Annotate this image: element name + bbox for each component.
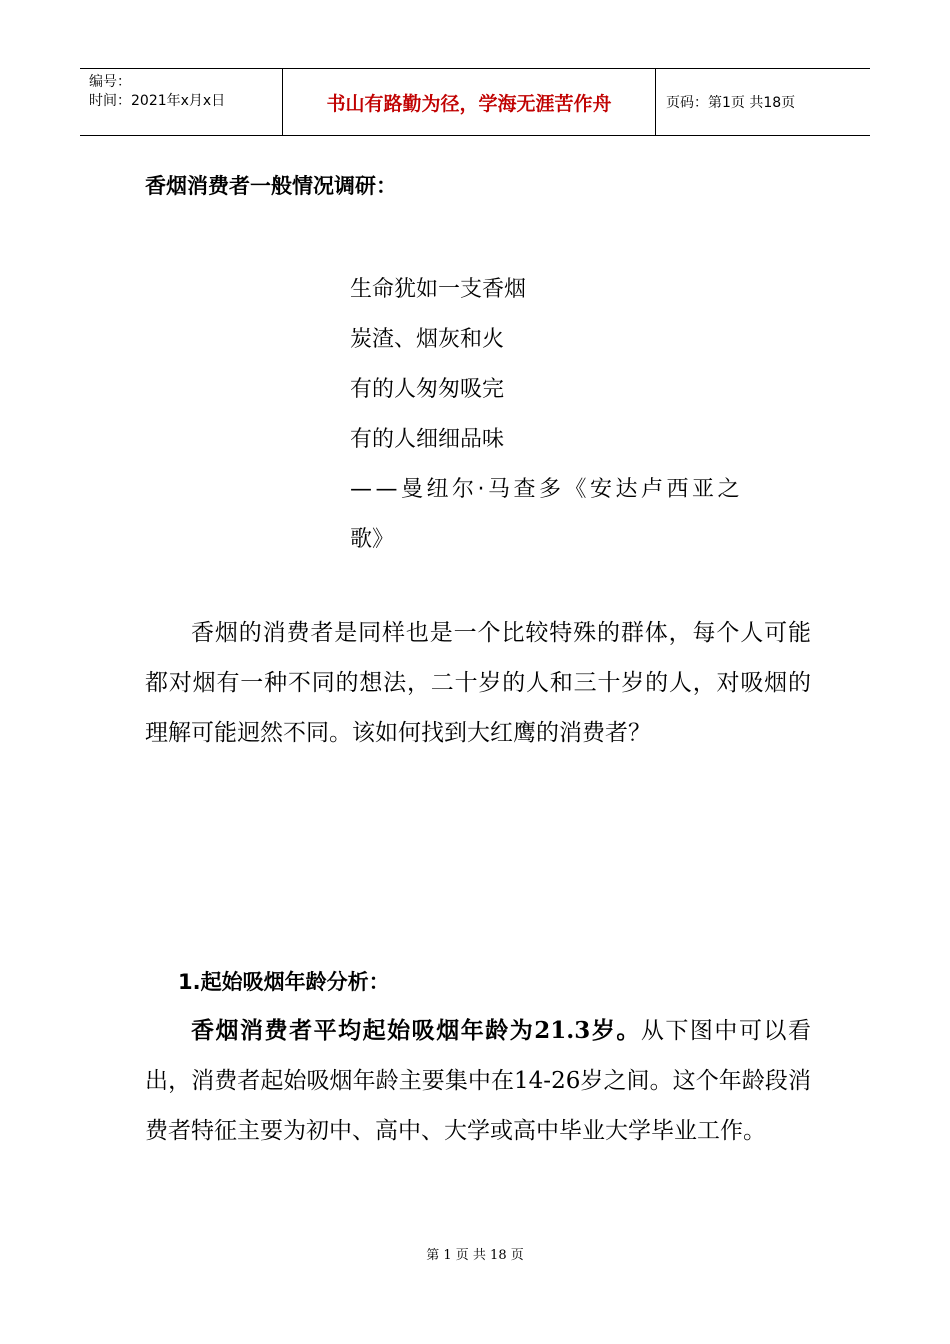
section-heading: 1.起始吸烟年龄分析： xyxy=(178,970,390,994)
header-meta-cell xyxy=(80,69,282,135)
section-body: 从下图中可以看出，消费者起始吸烟年龄主要集中在14-26岁之间。这个年龄段消费者特征主要为初中、高中、大学或高中毕业大学毕业工作。 xyxy=(145,1018,811,1144)
poem-attribution-cont: 歌》 xyxy=(350,527,395,552)
poem-line: 有的人匆匆吸完 xyxy=(350,377,505,402)
number-label: 编号： xyxy=(89,74,131,90)
intro-paragraph: 香烟的消费者是同样也是一个比较特殊的群体，每个人可能都对烟有一种不同的想法，二十岁的人和三十岁的人，对吸烟的理解可能迥然不同。该如何找到大红鹰的消费者？ xyxy=(145,620,811,746)
header-motto: 书山有路勤为径，学海无涯苦作舟 xyxy=(282,69,656,135)
time-label: 时间：2021年x月x日 xyxy=(89,93,226,109)
document-title: 香烟消费者一般情况调研： xyxy=(145,174,397,198)
header-page-info: 页码：第1页 共18页 xyxy=(666,95,796,111)
section-paragraph xyxy=(145,1006,811,1156)
poem-attribution: ——曼纽尔·马查多《安达卢西亚之 xyxy=(350,477,743,502)
poem-line: 炭渣、烟灰和火 xyxy=(350,327,505,352)
poem-line: 生命犹如一支香烟 xyxy=(350,277,527,302)
poem-line: 有的人细细品味 xyxy=(350,427,505,452)
page-footer: 第 1 页 共 18 页 xyxy=(426,1248,524,1263)
poem-block xyxy=(350,265,810,565)
header-table xyxy=(80,68,870,136)
section-lead-bold: 香烟消费者平均起始吸烟年龄为21.3岁。 xyxy=(191,1017,641,1044)
